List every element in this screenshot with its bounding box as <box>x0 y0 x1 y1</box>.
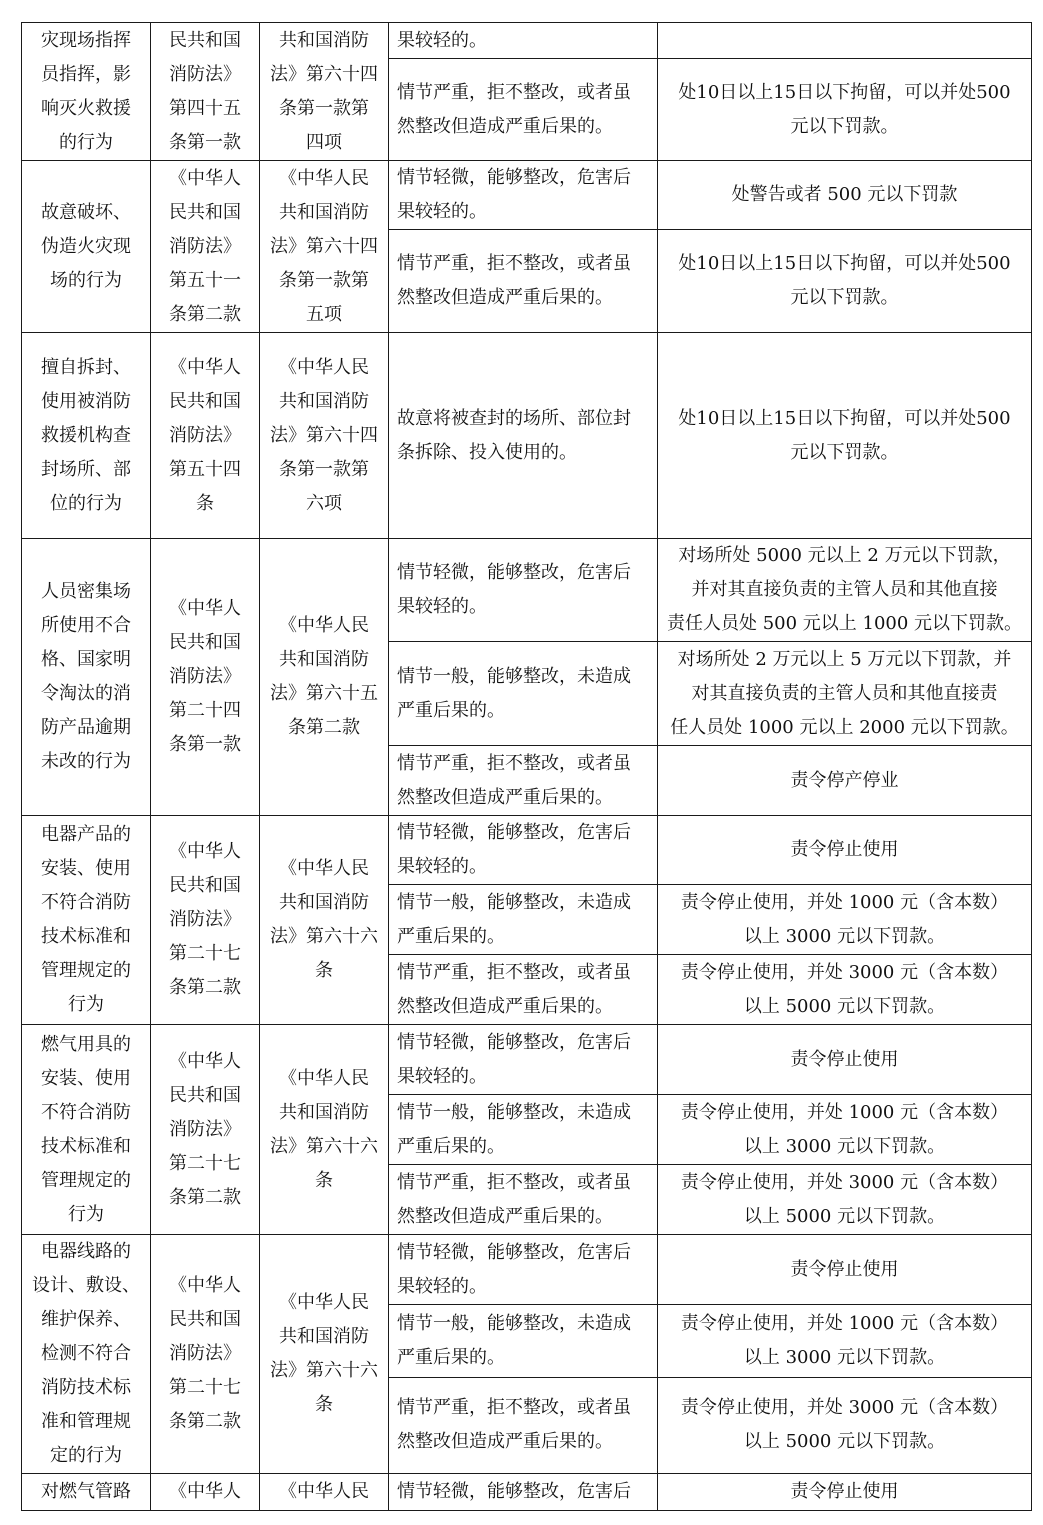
circumstance-cell: 情节一般，能够整改，未造成 严重后果的。 <box>389 1305 658 1377</box>
violation-cell: 对燃气管路 <box>22 1474 151 1511</box>
circumstance-cell: 情节轻微，能够整改，危害后 果较轻的。 <box>389 816 658 885</box>
penalty-cell: 责令停止使用 <box>658 1025 1032 1095</box>
legal-basis-cell: 民共和国 消防法》 第四十五 条第一款 <box>151 23 260 161</box>
penalty-cell: 责令停止使用，并处 1000 元（含本数） 以上 3000 元以下罚款。 <box>658 885 1032 955</box>
circumstance-cell: 情节轻微，能够整改，危害后 果较轻的。 <box>389 539 658 642</box>
table-row <box>22 161 1032 230</box>
table-row <box>22 1235 1032 1305</box>
penalty-cell: 处警告或者 500 元以下罚款 <box>658 161 1032 230</box>
penalty-basis-cell: 《中华人民 共和国消防 法》第六十四 条第一款第 六项 <box>260 333 389 539</box>
penalty-cell: 对场所处 5000 元以上 2 万元以下罚款， 并对其直接负责的主管人员和其他直接 责任人员处 500 元以上 1000 元以下罚款。 <box>658 539 1032 642</box>
circumstance-cell: 情节严重，拒不整改，或者虽 然整改但造成严重后果的。 <box>389 955 658 1025</box>
penalty-basis-cell: 《中华人民 共和国消防 法》第六十六 条 <box>260 816 389 1025</box>
circumstance-cell: 情节轻微，能够整改，危害后 果较轻的。 <box>389 161 658 230</box>
violation-cell: 擅自拆封、 使用被消防 救援机构查 封场所、部 位的行为 <box>22 333 151 539</box>
table-row <box>22 1474 1032 1511</box>
violation-cell: 电器产品的 安装、使用 不符合消防 技术标准和 管理规定的 行为 <box>22 816 151 1025</box>
penalty-cell: 处10日以上15日以下拘留，可以并处500 元以下罚款。 <box>658 333 1032 539</box>
penalty-basis-cell: 共和国消防 法》第六十四 条第一款第 四项 <box>260 23 389 161</box>
circumstance-cell: 情节一般，能够整改，未造成 严重后果的。 <box>389 1095 658 1165</box>
penalty-cell: 处10日以上15日以下拘留，可以并处500 元以下罚款。 <box>658 59 1032 161</box>
violation-cell: 电器线路的 设计、敷设、 维护保养、 检测不符合 消防技术标 准和管理规 定的行为 <box>22 1235 151 1474</box>
penalty-standards-table <box>21 22 1032 1511</box>
table-row <box>22 539 1032 642</box>
penalty-cell: 责令停止使用 <box>658 816 1032 885</box>
table-row <box>22 816 1032 885</box>
circumstance-cell: 情节一般，能够整改，未造成 严重后果的。 <box>389 642 658 746</box>
penalty-cell <box>658 23 1032 59</box>
legal-basis-cell: 《中华人 民共和国 消防法》 第五十一 条第二款 <box>151 161 260 333</box>
violation-cell: 灾现场指挥 员指挥，影 响灭火救援 的行为 <box>22 23 151 161</box>
circumstance-cell: 情节轻微，能够整改，危害后 <box>389 1474 658 1511</box>
penalty-basis-cell: 《中华人民 共和国消防 法》第六十四 条第一款第 五项 <box>260 161 389 333</box>
circumstance-cell: 情节严重，拒不整改，或者虽 然整改但造成严重后果的。 <box>389 1377 658 1473</box>
legal-basis-cell: 《中华人 民共和国 消防法》 第五十四 条 <box>151 333 260 539</box>
table-row <box>22 23 1032 59</box>
legal-basis-cell: 《中华人 民共和国 消防法》 第二十七 条第二款 <box>151 1025 260 1235</box>
circumstance-cell: 情节严重，拒不整改，或者虽 然整改但造成严重后果的。 <box>389 1165 658 1235</box>
circumstance-cell: 果较轻的。 <box>389 23 658 59</box>
violation-cell: 人员密集场 所使用不合 格、国家明 令淘汰的消 防产品逾期 未改的行为 <box>22 539 151 816</box>
penalty-basis-cell: 《中华人民 共和国消防 法》第六十六 条 <box>260 1025 389 1235</box>
legal-basis-cell: 《中华人 民共和国 消防法》 第二十七 条第二款 <box>151 1235 260 1474</box>
penalty-cell: 责令停止使用，并处 3000 元（含本数） 以上 5000 元以下罚款。 <box>658 1377 1032 1473</box>
penalty-basis-cell: 《中华人民 共和国消防 法》第六十六 条 <box>260 1235 389 1474</box>
table-row <box>22 1025 1032 1095</box>
circumstance-cell: 情节严重，拒不整改，或者虽 然整改但造成严重后果的。 <box>389 230 658 333</box>
circumstance-cell: 情节严重，拒不整改，或者虽 然整改但造成严重后果的。 <box>389 59 658 161</box>
penalty-cell: 责令停止使用 <box>658 1474 1032 1511</box>
penalty-cell: 责令停产停业 <box>658 746 1032 816</box>
circumstance-cell: 情节轻微，能够整改，危害后 果较轻的。 <box>389 1235 658 1305</box>
penalty-cell: 责令停止使用，并处 1000 元（含本数） 以上 3000 元以下罚款。 <box>658 1305 1032 1377</box>
circumstance-cell: 情节一般，能够整改，未造成 严重后果的。 <box>389 885 658 955</box>
table-row <box>22 333 1032 539</box>
penalty-basis-cell: 《中华人民 <box>260 1474 389 1511</box>
circumstance-cell: 情节严重，拒不整改，或者虽 然整改但造成严重后果的。 <box>389 746 658 816</box>
penalty-cell: 责令停止使用 <box>658 1235 1032 1305</box>
legal-basis-cell: 《中华人 民共和国 消防法》 第二十七 条第二款 <box>151 816 260 1025</box>
circumstance-cell: 故意将被查封的场所、部位封 条拆除、投入使用的。 <box>389 333 658 539</box>
penalty-cell: 对场所处 2 万元以上 5 万元以下罚款，并 对其直接负责的主管人员和其他直接责 任人员处 1000 元以上 2000 元以下罚款。 <box>658 642 1032 746</box>
penalty-cell: 责令停止使用，并处 1000 元（含本数） 以上 3000 元以下罚款。 <box>658 1095 1032 1165</box>
penalty-cell: 责令停止使用，并处 3000 元（含本数） 以上 5000 元以下罚款。 <box>658 955 1032 1025</box>
violation-cell: 燃气用具的 安装、使用 不符合消防 技术标准和 管理规定的 行为 <box>22 1025 151 1235</box>
legal-basis-cell: 《中华人 民共和国 消防法》 第二十四 条第一款 <box>151 539 260 816</box>
violation-cell: 故意破坏、 伪造火灾现 场的行为 <box>22 161 151 333</box>
circumstance-cell: 情节轻微，能够整改，危害后 果较轻的。 <box>389 1025 658 1095</box>
penalty-basis-cell: 《中华人民 共和国消防 法》第六十五 条第二款 <box>260 539 389 816</box>
penalty-cell: 责令停止使用，并处 3000 元（含本数） 以上 5000 元以下罚款。 <box>658 1165 1032 1235</box>
penalty-cell: 处10日以上15日以下拘留，可以并处500 元以下罚款。 <box>658 230 1032 333</box>
legal-basis-cell: 《中华人 <box>151 1474 260 1511</box>
